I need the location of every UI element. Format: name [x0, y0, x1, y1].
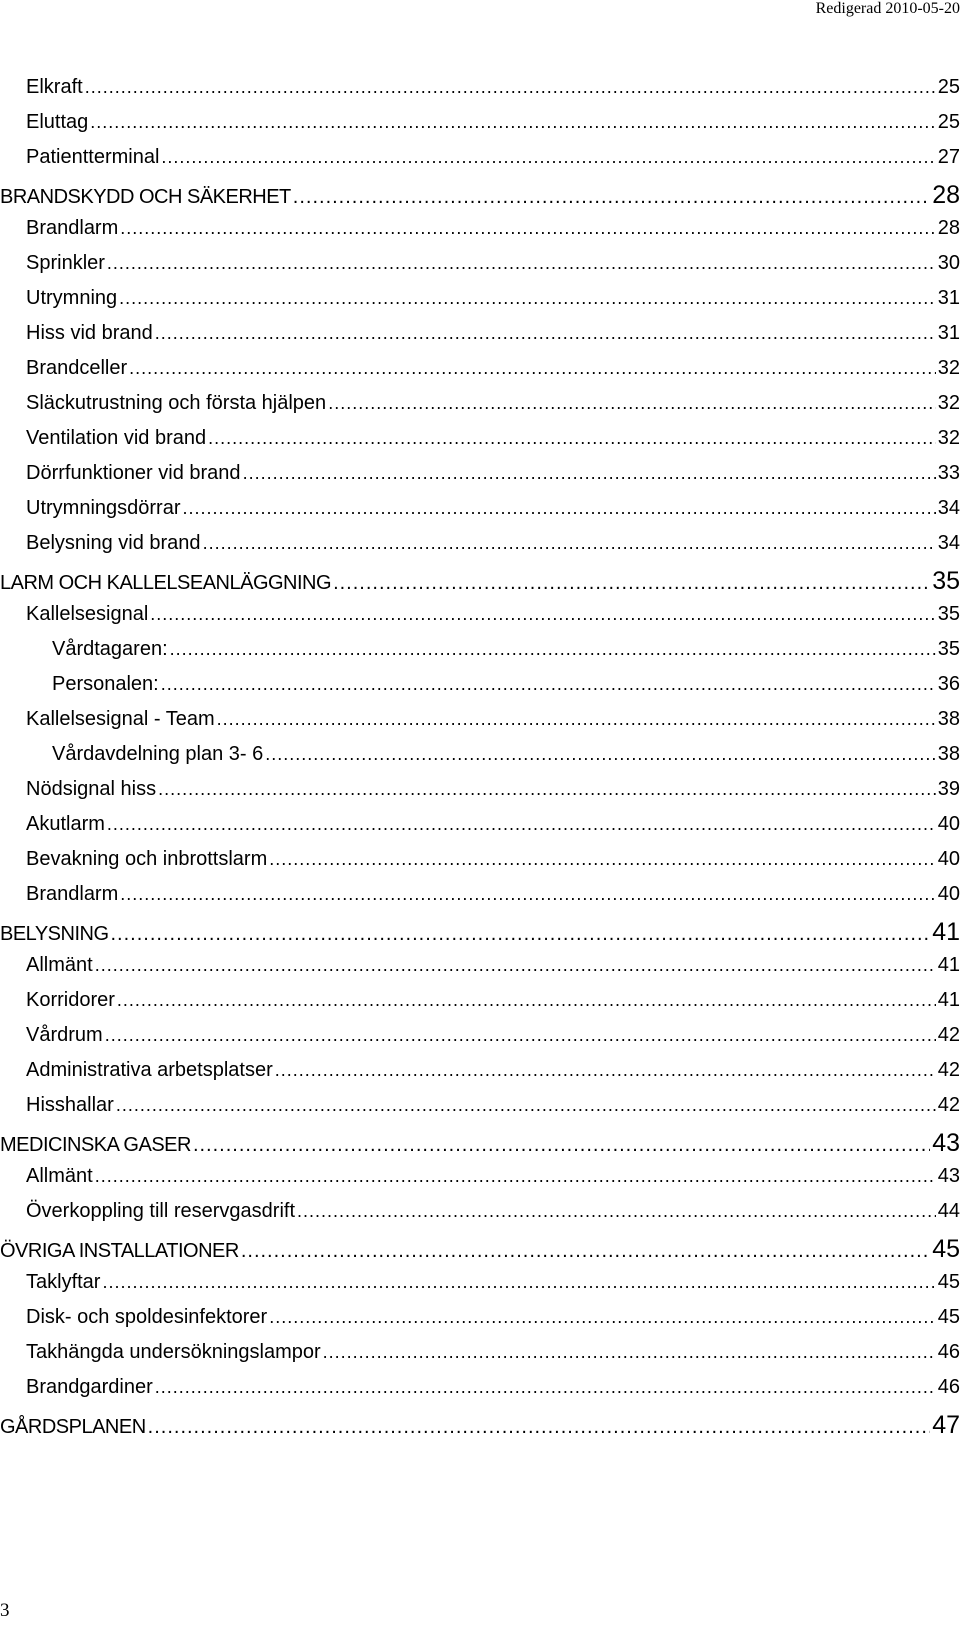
toc-entry-title: Vårdavdelning plan 3- 6	[52, 743, 264, 765]
toc-leader-dots	[105, 1025, 936, 1046]
toc-entry-title: Korridorer	[26, 989, 115, 1011]
toc-entry-page: 43	[937, 1165, 960, 1187]
toc-leader-dots	[275, 1060, 936, 1081]
toc-leader-dots	[90, 112, 935, 133]
toc-entry-page: 42	[937, 1094, 960, 1116]
toc-leader-dots	[155, 1377, 936, 1398]
toc-leader-dots	[119, 288, 936, 309]
toc-entry-page: 46	[937, 1376, 960, 1398]
toc-entry-page: 41	[932, 918, 960, 946]
toc-entry-title: Hiss vid brand	[26, 322, 153, 344]
toc-entry[interactable]	[0, 1271, 960, 1306]
toc-entry-title: GÅRDSPLANEN	[0, 1416, 146, 1438]
toc-entry-title: Elkraft	[26, 76, 83, 98]
toc-entry-page: 31	[937, 322, 960, 344]
toc-entry-page: 30	[937, 252, 960, 274]
toc-entry-title: LARM OCH KALLELSEANLÄGGNING	[0, 572, 332, 594]
toc-entry-title: Släckutrustning och första hjälpen	[26, 392, 327, 414]
toc-entry[interactable]	[0, 497, 960, 532]
toc-leader-dots	[193, 1134, 930, 1157]
toc-entry-page: 35	[937, 603, 960, 625]
toc-entry-title: Sprinkler	[26, 252, 105, 274]
toc-leader-dots	[111, 923, 931, 946]
toc-entry[interactable]	[0, 392, 960, 427]
toc-entry-title: Administrativa arbetsplatser	[26, 1059, 273, 1081]
toc-entry-title: Nödsignal hiss	[26, 778, 157, 800]
toc-entry-page: 39	[937, 778, 960, 800]
toc-entry-title: BRANDSKYDD OCH SÄKERHET	[0, 186, 291, 208]
toc-leader-dots	[170, 639, 936, 660]
toc-entry[interactable]	[0, 1376, 960, 1411]
toc-entry[interactable]	[0, 1024, 960, 1059]
toc-leader-dots	[107, 253, 936, 274]
toc-entry[interactable]	[0, 778, 960, 813]
toc-entry-title: Brandceller	[26, 357, 128, 379]
toc-leader-dots	[203, 533, 936, 554]
toc-entry-title: Bevakning och inbrottslarm	[26, 848, 268, 870]
toc-entry[interactable]	[0, 532, 960, 567]
toc-entry[interactable]	[0, 1341, 960, 1376]
toc-entry-page: 42	[937, 1059, 960, 1081]
toc-entry-page: 40	[937, 848, 960, 870]
toc-entry-page: 40	[937, 813, 960, 835]
toc-leader-dots	[85, 77, 936, 98]
toc-entry[interactable]	[0, 287, 960, 322]
toc-entry-page: 35	[937, 638, 960, 660]
toc-entry-page: 45	[937, 1271, 960, 1293]
toc-entry-title: Kallelsesignal	[26, 603, 149, 625]
toc-entry[interactable]	[0, 883, 960, 918]
toc-entry[interactable]	[0, 1306, 960, 1341]
toc-leader-dots	[241, 1240, 930, 1263]
toc-entry-page: 32	[937, 392, 960, 414]
toc-entry-page: 40	[937, 883, 960, 905]
toc-leader-dots	[117, 990, 936, 1011]
toc-entry-title: Vårdtagaren:	[52, 638, 168, 660]
toc-entry-page: 32	[937, 427, 960, 449]
toc-leader-dots	[208, 428, 936, 449]
page-number: 3	[0, 1600, 10, 1621]
toc-entry[interactable]	[0, 357, 960, 392]
toc-entry[interactable]	[0, 989, 960, 1024]
toc-entry-title: MEDICINSKA GASER	[0, 1134, 191, 1156]
toc-section-entry[interactable]	[0, 181, 960, 217]
toc-entry[interactable]	[0, 813, 960, 848]
toc-entry-page: 47	[932, 1411, 960, 1439]
toc-leader-dots	[269, 849, 936, 870]
toc-entry-title: Brandgardiner	[26, 1376, 153, 1398]
toc-entry-title: Personalen:	[52, 673, 159, 695]
toc-leader-dots	[182, 498, 935, 519]
toc-entry-title: Belysning vid brand	[26, 532, 201, 554]
toc-leader-dots	[243, 463, 936, 484]
toc-leader-dots	[161, 674, 936, 695]
toc-leader-dots	[333, 572, 930, 595]
toc-entry-page: 42	[937, 1024, 960, 1046]
toc-leader-dots	[148, 1416, 931, 1439]
toc-entry-page: 43	[932, 1129, 960, 1157]
toc-entry-title: Utrymning	[26, 287, 118, 309]
toc-entry-title: Dörrfunktioner vid brand	[26, 462, 241, 484]
toc-entry[interactable]	[0, 1059, 960, 1094]
toc-entry-page: 31	[937, 287, 960, 309]
toc-leader-dots	[102, 1272, 935, 1293]
toc-entry-title: Akutlarm	[26, 813, 105, 835]
toc-leader-dots	[129, 358, 936, 379]
toc-entry-title: Vårdrum	[26, 1024, 103, 1046]
toc-entry[interactable]	[0, 427, 960, 462]
toc-leader-dots	[161, 147, 935, 168]
toc-entry-page: 28	[937, 217, 960, 239]
toc-entry-page: 36	[937, 673, 960, 695]
toc-section-entry[interactable]	[0, 918, 960, 954]
toc-leader-dots	[150, 604, 935, 625]
toc-entry-page: 32	[937, 357, 960, 379]
toc-entry[interactable]	[0, 743, 960, 778]
toc-entry-title: ÖVRIGA INSTALLATIONER	[0, 1240, 239, 1262]
toc-entry[interactable]	[0, 603, 960, 638]
toc-leader-dots	[120, 884, 935, 905]
toc-section-entry[interactable]	[0, 567, 960, 603]
toc-leader-dots	[269, 1307, 936, 1328]
toc-entry-title: Disk- och spoldesinfektorer	[26, 1306, 268, 1328]
toc-leader-dots	[293, 186, 930, 209]
toc-entry[interactable]	[0, 111, 960, 146]
toc-leader-dots	[328, 393, 936, 414]
toc-entry-title: Taklyftar	[26, 1271, 101, 1293]
toc-entry-page: 46	[937, 1341, 960, 1363]
table-of-contents	[0, 76, 960, 1447]
toc-leader-dots	[158, 779, 936, 800]
toc-entry-page: 38	[937, 708, 960, 730]
toc-entry-title: Brandlarm	[26, 217, 119, 239]
toc-section-entry[interactable]	[0, 1129, 960, 1165]
toc-leader-dots	[95, 955, 936, 976]
toc-entry-title: Ventilation vid brand	[26, 427, 207, 449]
toc-leader-dots	[155, 323, 936, 344]
toc-entry-page: 27	[937, 146, 960, 168]
toc-entry-page: 41	[937, 954, 960, 976]
toc-entry-page: 44	[937, 1200, 960, 1222]
toc-entry-title: Brandlarm	[26, 883, 119, 905]
toc-leader-dots	[323, 1342, 936, 1363]
toc-section-entry[interactable]	[0, 1235, 960, 1271]
toc-entry-page: 35	[932, 567, 960, 595]
toc-leader-dots	[297, 1201, 936, 1222]
toc-leader-dots	[107, 814, 936, 835]
toc-entry-title: Allmänt	[26, 1165, 93, 1187]
toc-leader-dots	[265, 744, 935, 765]
toc-entry[interactable]	[0, 322, 960, 357]
toc-entry-title: Eluttag	[26, 111, 89, 133]
toc-entry-title: Hisshallar	[26, 1094, 114, 1116]
toc-entry-page: 25	[937, 76, 960, 98]
toc-entry[interactable]	[0, 1094, 960, 1129]
toc-entry[interactable]	[0, 954, 960, 989]
toc-entry[interactable]	[0, 708, 960, 743]
toc-entry-page: 33	[937, 462, 960, 484]
toc-entry-page: 45	[932, 1235, 960, 1263]
toc-entry-title: Patientterminal	[26, 146, 160, 168]
toc-entry[interactable]	[0, 848, 960, 883]
toc-entry-title: Utrymningsdörrar	[26, 497, 181, 519]
toc-entry[interactable]	[0, 252, 960, 287]
toc-entry-page: 38	[937, 743, 960, 765]
toc-entry[interactable]	[0, 76, 960, 111]
toc-entry-page: 41	[937, 989, 960, 1011]
toc-leader-dots	[120, 218, 935, 239]
toc-entry[interactable]	[0, 146, 960, 181]
toc-entry-page: 45	[937, 1306, 960, 1328]
toc-entry-title: BELYSNING	[0, 923, 109, 945]
toc-entry[interactable]	[0, 638, 960, 673]
toc-entry-title: Takhängda undersökningslampor	[26, 1341, 321, 1363]
toc-section-entry[interactable]	[0, 1411, 960, 1447]
toc-entry[interactable]	[0, 1165, 960, 1200]
toc-entry-title: Kallelsesignal - Team	[26, 708, 215, 730]
toc-entry-title: Överkoppling till reservgasdrift	[26, 1200, 295, 1222]
toc-leader-dots	[116, 1095, 936, 1116]
toc-entry-page: 34	[937, 497, 960, 519]
toc-entry[interactable]	[0, 673, 960, 708]
toc-entry-title: Allmänt	[26, 954, 93, 976]
toc-entry-page: 34	[937, 532, 960, 554]
toc-leader-dots	[95, 1166, 936, 1187]
toc-entry-page: 25	[937, 111, 960, 133]
toc-entry[interactable]	[0, 1200, 960, 1235]
toc-entry-page: 28	[932, 181, 960, 209]
toc-leader-dots	[217, 709, 936, 730]
toc-entry[interactable]	[0, 462, 960, 497]
edited-date-header: Redigerad 2010-05-20	[815, 0, 960, 17]
toc-entry[interactable]	[0, 217, 960, 252]
